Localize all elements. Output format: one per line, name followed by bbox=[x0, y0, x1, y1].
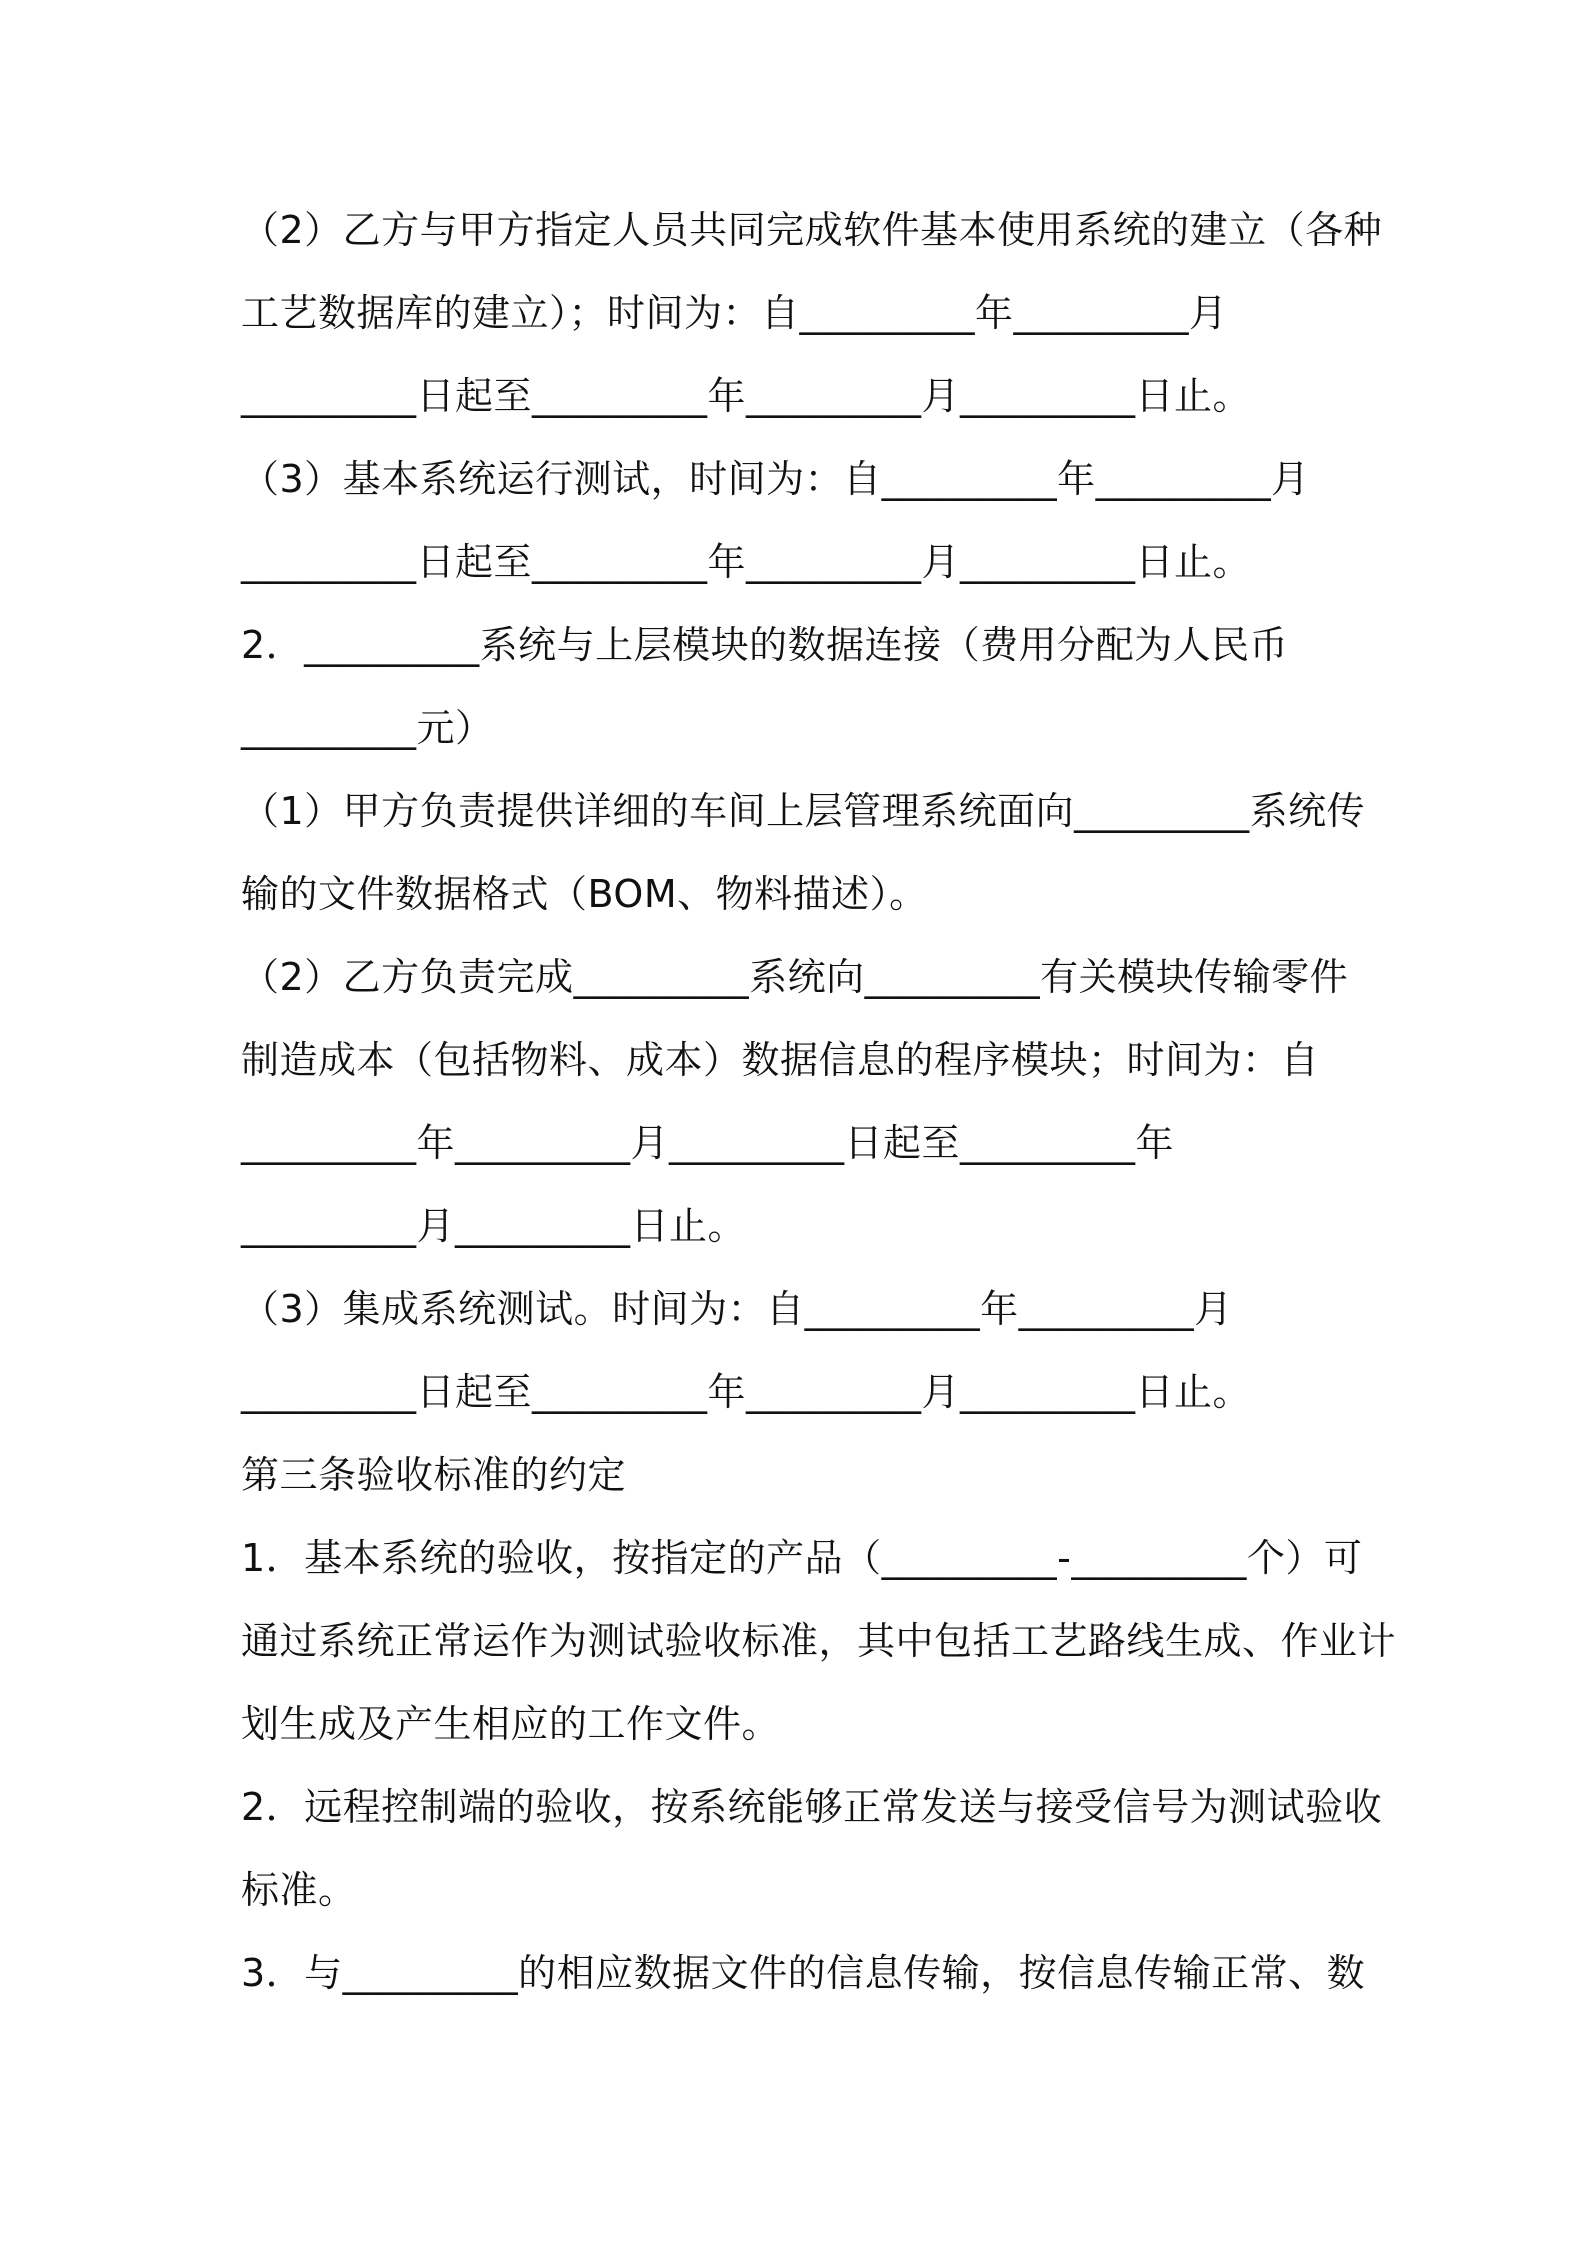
text-line: 标准。 bbox=[241, 1868, 357, 1912]
section-heading: 第三条验收标准的约定 bbox=[241, 1453, 627, 1497]
text-line: 1．基本系统的验收，按指定的产品（_________-_________个）可 bbox=[241, 1536, 1363, 1580]
text-line: （2）乙方与甲方指定人员共同完成软件基本使用系统的建立（各种 bbox=[241, 208, 1383, 252]
text-line: （3）集成系统测试。时间为：自_________年_________月 bbox=[241, 1287, 1233, 1331]
text-line: 划生成及产生相应的工作文件。 bbox=[241, 1702, 781, 1746]
text-line: 工艺数据库的建立）；时间为：自_________年_________月 bbox=[241, 291, 1228, 335]
text-line: _________元） bbox=[241, 706, 494, 750]
text-line: _________日起至_________年_________月_________日止。 bbox=[241, 1370, 1252, 1414]
text-line: （1）甲方负责提供详细的车间上层管理系统面向_________系统传 bbox=[241, 789, 1366, 833]
text-line: 3．与_________的相应数据文件的信息传输，按信息传输正常、数 bbox=[241, 1951, 1366, 1995]
text-line: 通过系统正常运作为测试验收标准，其中包括工艺路线生成、作业计 bbox=[241, 1619, 1397, 1663]
text-line: _________月_________日止。 bbox=[241, 1204, 747, 1248]
text-line: 2．远程控制端的验收，按系统能够正常发送与接受信号为测试验收 bbox=[241, 1785, 1383, 1829]
text-line: （3）基本系统运行测试，时间为：自_________年_________月 bbox=[241, 457, 1310, 501]
text-line: 制造成本（包括物料、成本）数据信息的程序模块；时间为：自 bbox=[241, 1038, 1320, 1082]
text-line: _________日起至_________年_________月_________日止。 bbox=[241, 540, 1252, 584]
text-line: （2）乙方负责完成_________系统向_________有关模块传输零件 bbox=[241, 955, 1349, 999]
text-line: _________年_________月_________日起至_________年 bbox=[241, 1121, 1175, 1165]
text-line: _________日起至_________年_________月_________日止。 bbox=[241, 374, 1252, 418]
text-line: 2．_________系统与上层模块的数据连接（费用分配为人民币 bbox=[241, 623, 1289, 667]
text-line: 输的文件数据格式（BOM、物料描述）。 bbox=[241, 872, 928, 916]
